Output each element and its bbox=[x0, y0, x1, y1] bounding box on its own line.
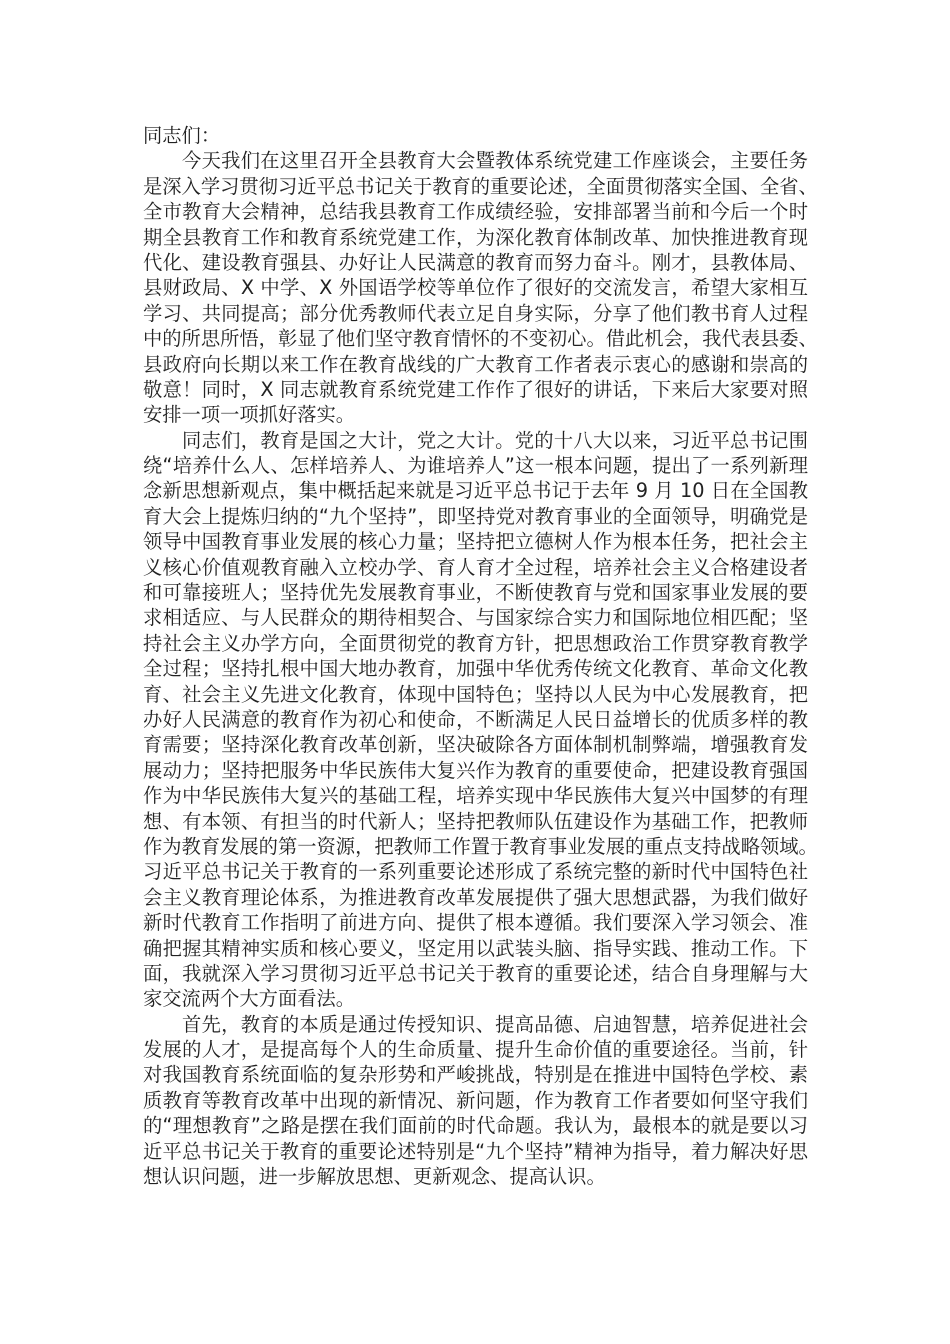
paragraph bbox=[143, 1012, 808, 1190]
text-line: 求相适应、与人民群众的期待相契合、与国家综合实力和国际地位相匹配；坚 bbox=[143, 606, 808, 630]
text-line: 同志们，教育是国之大计，党之大计。党的十八大以来，习近平总书记围 bbox=[182, 428, 808, 452]
text-line: 绕“培养什么人、怎样培养人、为谁培养人”这一根本问题，提出了一系列新理 bbox=[143, 454, 808, 478]
text-line: 今天我们在这里召开全县教育大会暨教体系统党建工作座谈会，主要任务 bbox=[182, 149, 808, 173]
text-line: 面，我就深入学习贯彻习近平总书记关于教育的重要论述，结合自身理解与大 bbox=[143, 961, 808, 985]
text-line: 敬意！同时，X 同志就教育系统党建工作作了很好的讲话，下来后大家要对照 bbox=[143, 377, 808, 401]
text-line: 持社会主义办学方向，全面贯彻党的教育方针，把思想政治工作贯穿教育教学 bbox=[143, 631, 808, 655]
text-line: 会主义教育理论体系，为推进教育改革发展提供了强大思想武器，为我们做好 bbox=[143, 885, 808, 909]
text-line: 质教育等教育改革中出现的新情况、新问题，作为教育工作者要如何坚守我们 bbox=[143, 1088, 808, 1112]
text-line: 中的所思所悟，彰显了他们坚守教育情怀的不变初心。借此机会，我代表县委、 bbox=[143, 327, 818, 351]
text-line: 近平总书记关于教育的重要论述特别是“九个坚持”精神为指导，着力解决好思 bbox=[143, 1139, 808, 1163]
text-line: 念新思想新观点，集中概括起来就是习近平总书记于去年 9 月 10 日在全国教 bbox=[143, 479, 808, 503]
text-line: 县政府向长期以来工作在教育战线的广大教育工作者表示衷心的感谢和崇高的 bbox=[143, 352, 808, 376]
text-line: 全过程；坚持扎根中国大地办教育，加强中华优秀传统文化教育、革命文化教 bbox=[143, 657, 808, 681]
text-line: 育需要；坚持深化教育改革创新，坚决破除各方面体制机制弊端，增强教育发 bbox=[143, 733, 808, 757]
paragraph bbox=[143, 428, 818, 1012]
text-line: 期全县教育工作和教育系统党建工作，为深化教育体制改革、加快推进教育现 bbox=[143, 225, 808, 249]
text-line: 同志们： bbox=[143, 124, 221, 147]
document-body bbox=[143, 123, 818, 1189]
text-line: 领导中国教育事业发展的核心力量；坚持把立德树人作为根本任务，把社会主 bbox=[143, 530, 808, 554]
text-line: 学习、共同提高；部分优秀教师代表立足自身实际，分享了他们教书育人过程 bbox=[143, 301, 808, 325]
paragraph bbox=[143, 148, 818, 427]
text-line: 的“理想教育”之路是摆在我们面前的时代命题。我认为，最根本的就是要以习 bbox=[143, 1114, 808, 1138]
salutation bbox=[143, 123, 808, 148]
text-line: 育大会上提炼归纳的“九个坚持”，即坚持党对教育事业的全面领导，明确党是 bbox=[143, 504, 808, 528]
text-line: 和可靠接班人；坚持优先发展教育事业，不断使教育与党和国家事业发展的要 bbox=[143, 581, 808, 605]
text-line: 全市教育大会精神，总结我县教育工作成绩经验，安排部署当前和今后一个时 bbox=[143, 200, 808, 224]
text-line: 作为中华民族伟大复兴的基础工程，培养实现中华民族伟大复兴中国梦的有理 bbox=[143, 784, 808, 808]
text-line: 确把握其精神实质和核心要义，坚定用以武装头脑、指导实践、推动工作。下 bbox=[143, 936, 808, 960]
text-line: 家交流两个大方面看法。 bbox=[143, 987, 356, 1011]
text-line: 想认识问题，进一步解放思想、更新观念、提高认识。 bbox=[143, 1165, 606, 1189]
text-line: 想、有本领、有担当的时代新人；坚持把教师队伍建设作为基础工作，把教师 bbox=[143, 809, 808, 833]
text-line: 展动力；坚持把服务中华民族伟大复兴作为教育的重要使命，把建设教育强国 bbox=[143, 758, 808, 782]
text-line: 作为教育发展的第一资源，把教师工作置于教育事业发展的重点支持战略领域。 bbox=[143, 834, 818, 858]
text-line: 发展的人才，是提高每个人的生命质量、提升生命价值的重要途径。当前，针 bbox=[143, 1038, 808, 1062]
text-line: 义核心价值观教育融入立校办学、育人育才全过程，培养社会主义合格建设者 bbox=[143, 555, 808, 579]
text-line: 安排一项一项抓好落实。 bbox=[143, 403, 356, 427]
text-line: 办好人民满意的教育作为初心和使命，不断满足人民日益增长的优质多样的教 bbox=[143, 707, 808, 731]
text-line: 新时代教育工作指明了前进方向、提供了根本遵循。我们要深入学习领会、准 bbox=[143, 911, 808, 935]
text-line: 首先，教育的本质是通过传授知识、提高品德、启迪智慧，培养促进社会 bbox=[182, 1012, 808, 1036]
text-line: 习近平总书记关于教育的一系列重要论述形成了系统完整的新时代中国特色社 bbox=[143, 860, 808, 884]
text-line: 是深入学习贯彻习近平总书记关于教育的重要论述，全面贯彻落实全国、全省、 bbox=[143, 174, 818, 198]
text-line: 育、社会主义先进文化教育，体现中国特色；坚持以人民为中心发展教育，把 bbox=[143, 682, 808, 706]
text-line: 县财政局、X 中学、X 外国语学校等单位作了很好的交流发言，希望大家相互 bbox=[143, 276, 808, 300]
text-line: 代化、建设教育强县、办好让人民满意的教育而努力奋斗。刚才，县教体局、 bbox=[143, 250, 808, 274]
text-line: 对我国教育系统面临的复杂形势和严峻挑战，特别是在推进中国特色学校、素 bbox=[143, 1063, 808, 1087]
